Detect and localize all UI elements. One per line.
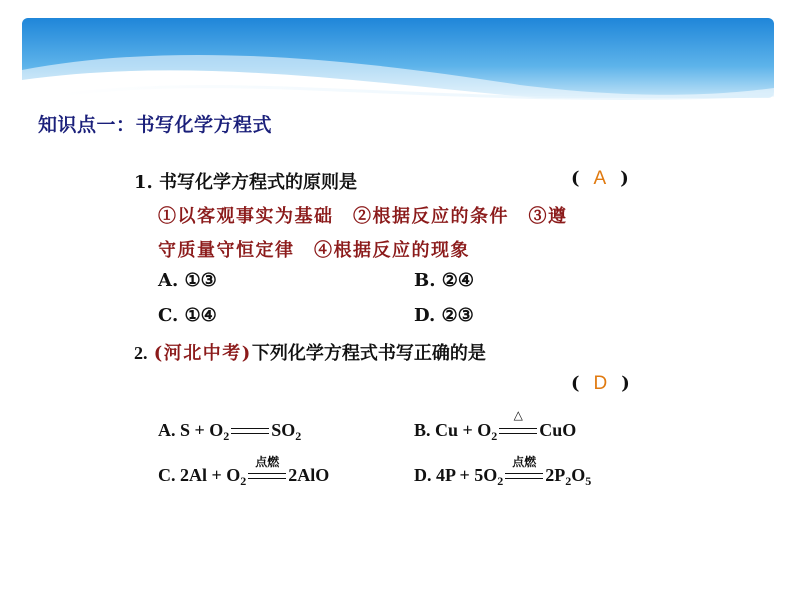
q1-statement-line2: 守质量守恒定律 ④根据反应的现象 xyxy=(158,240,470,261)
q1-option-c: C. ①④ xyxy=(158,305,217,326)
q2-paren-close: ) xyxy=(621,373,630,394)
section-title: 知识点一：书写化学方程式 xyxy=(38,114,273,136)
q2-paren-open: ( xyxy=(571,373,580,394)
q1-statement-line1: ①以客观事实为基础 ②根据反应的条件 ③遵 xyxy=(158,206,568,227)
q1-answer-bracket xyxy=(571,168,629,190)
q2-option-d-product-p: 2P xyxy=(545,465,566,485)
q2-option-c xyxy=(158,454,330,489)
q2-option-d-product-o: O xyxy=(571,465,586,485)
q2-option-d-product-sub-o: 5 xyxy=(585,474,592,488)
q2-option-c-condition: 点燃 xyxy=(255,454,280,469)
q2-option-b-sub: 2 xyxy=(491,429,498,443)
q2-option-c-product: 2AlO xyxy=(288,465,330,485)
q2-option-a-product: SO xyxy=(271,420,296,440)
q2-answer: D xyxy=(593,373,608,394)
q2-option-c-reactants: C. 2Al + O xyxy=(158,465,241,485)
q2-source: (河北中考) xyxy=(153,343,252,364)
q1-option-b: B. ②④ xyxy=(414,270,475,291)
q2-option-d-equals xyxy=(505,454,543,484)
q1-option-a: A. ①③ xyxy=(158,270,217,291)
q1-paren-open: ( xyxy=(571,168,580,189)
q2-option-a-equals xyxy=(231,425,269,439)
q1-stem: 1. 书写化学方程式的原则是 xyxy=(134,172,358,193)
q2-option-d-product-sub-p: 2 xyxy=(565,474,572,488)
q2-option-b-equals xyxy=(499,407,537,439)
q2-option-d xyxy=(414,454,592,489)
q2-option-c-sub: 2 xyxy=(240,474,247,488)
q2-option-a xyxy=(158,420,301,444)
q2-option-b xyxy=(414,407,577,444)
q2-option-a-sub: 2 xyxy=(223,429,230,443)
q2-option-c-equals xyxy=(248,454,286,484)
q1-answer: A xyxy=(593,168,607,189)
q2-option-a-product-sub: 2 xyxy=(295,429,302,443)
q2-option-b-condition: △ xyxy=(513,407,523,422)
q2-stem-line xyxy=(134,339,486,365)
q2-answer-bracket xyxy=(571,373,630,395)
q2-option-b-reactants: B. Cu + O xyxy=(414,420,492,440)
q1-option-d: D. ②③ xyxy=(414,305,474,326)
q2-option-d-sub: 2 xyxy=(497,474,504,488)
header-banner xyxy=(0,0,794,120)
q2-number: 2. xyxy=(134,343,148,363)
q2-stem: 下列化学方程式书写正确的是 xyxy=(251,343,486,364)
q2-option-a-reactants: A. S + O xyxy=(158,420,224,440)
q2-option-d-condition: 点燃 xyxy=(512,454,537,469)
q1-paren-close: ) xyxy=(620,168,629,189)
q2-option-d-reactants: D. 4P + 5O xyxy=(414,465,498,485)
q2-option-b-product: CuO xyxy=(539,420,577,440)
